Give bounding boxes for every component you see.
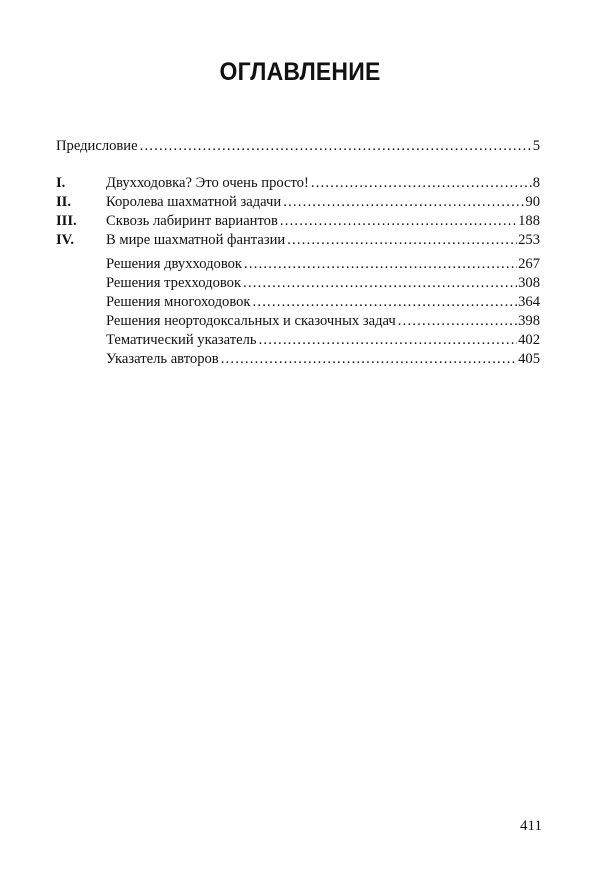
toc-entry-chapter <box>56 174 540 193</box>
chapter-number: III. <box>56 213 77 229</box>
toc-entry-page: 402 <box>518 332 540 348</box>
leader-dots <box>311 174 532 193</box>
toc-entry-preface <box>56 137 540 156</box>
leader-dots <box>283 193 524 212</box>
toc-entry-page: 5 <box>532 138 540 154</box>
chapter-number: II. <box>56 194 72 210</box>
toc-chapters <box>56 174 540 250</box>
toc-entry-label: Двухходовка? Это очень просто! <box>106 175 309 191</box>
toc-entry-appendix <box>56 350 540 369</box>
toc-entry-page: 8 <box>532 175 540 191</box>
toc-entry-page: 253 <box>518 232 540 248</box>
leader-dots <box>244 255 517 274</box>
leader-dots <box>398 312 517 331</box>
toc-entry-appendix <box>56 312 540 331</box>
toc-entry-chapter <box>56 193 540 212</box>
chapter-number: I. <box>56 175 66 191</box>
leader-dots <box>221 350 517 369</box>
leader-dots <box>140 137 532 156</box>
toc-entry-appendix <box>56 255 540 274</box>
toc-entry-page: 364 <box>518 294 540 310</box>
toc-entry-label: Указатель авторов <box>106 351 219 367</box>
toc-entry-label: Решения двухходовок <box>106 256 243 272</box>
toc-preface <box>56 137 540 156</box>
toc-entry-page: 405 <box>518 351 540 367</box>
toc-entry-label: Тематический указатель <box>106 332 257 348</box>
leader-dots <box>287 231 517 250</box>
toc-entry-label: Решения трехходовок <box>106 275 242 291</box>
toc-entry-appendix <box>56 274 540 293</box>
toc-entry-page: 308 <box>518 275 540 291</box>
toc-entry-page: 398 <box>518 313 540 329</box>
page-title: ОГЛАВЛЕНИЕ <box>219 58 381 86</box>
toc-entry-page: 188 <box>518 213 540 229</box>
toc-entry-label: Предисловие <box>56 138 138 154</box>
leader-dots <box>280 212 517 231</box>
leader-dots <box>259 331 518 350</box>
leader-dots <box>253 293 518 312</box>
chapter-number: IV. <box>56 232 74 248</box>
toc-entry-label: В мире шахматной фантазии <box>106 232 286 248</box>
toc-entry-label: Решения неортодоксальных и сказочных задач <box>106 313 396 329</box>
toc-entry-label: Королева шахматной задачи <box>106 194 282 210</box>
toc-entry-label: Решения многоходовок <box>106 294 251 310</box>
toc-entry-chapter <box>56 231 540 250</box>
toc-entry-chapter <box>56 212 540 231</box>
page-number: 411 <box>520 818 542 834</box>
toc-appendix <box>56 255 540 369</box>
toc-entry-page: 267 <box>518 256 540 272</box>
toc-entry-page: 90 <box>525 194 540 210</box>
toc-entry-label: Сквозь лабиринт вариантов <box>106 213 278 229</box>
toc-entry-appendix <box>56 331 540 350</box>
toc-entry-appendix <box>56 293 540 312</box>
leader-dots <box>243 274 517 293</box>
